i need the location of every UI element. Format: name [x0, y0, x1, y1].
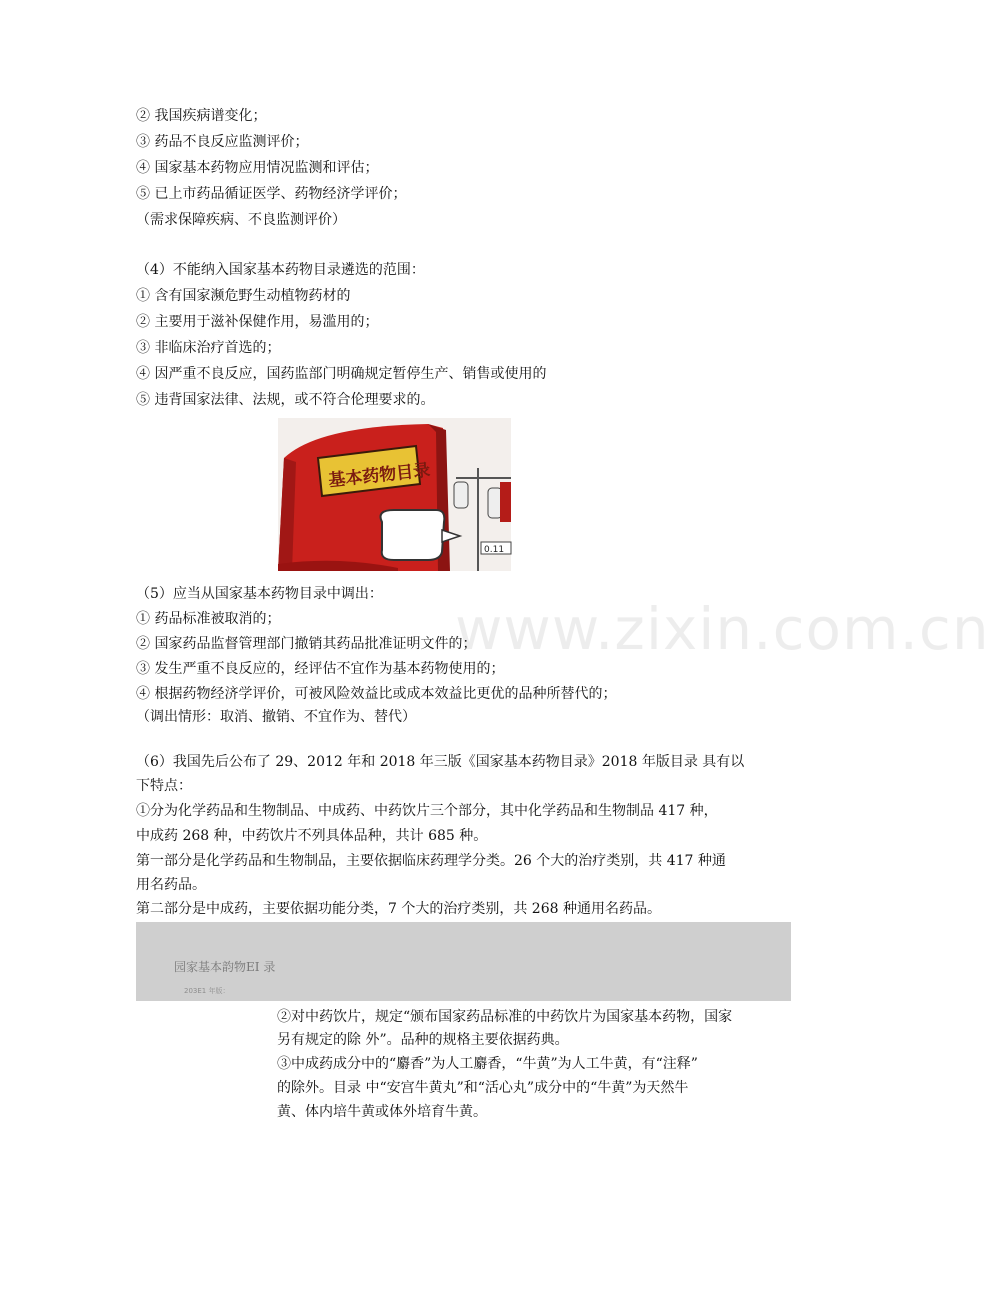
list-item: ③ 发生严重不良反应的，经评估不宜作为基本药物使用的；: [136, 661, 505, 677]
paragraph-line: （6）我国先后公布了 29、2012 年和 2018 年三版《国家基本药物目录》2018 年版目录 具有以: [136, 754, 745, 770]
section-heading: （4）不能纳入国家基本药物目录遴选的范围：: [136, 262, 425, 278]
paragraph-line: ②对中药饮片，规定“颁布国家药品标准的中药饮片为国家基本药物，国家: [277, 1009, 733, 1025]
list-item: ① 药品标准被取消的；: [136, 611, 281, 627]
paragraph-line: 用名药品。: [136, 877, 206, 893]
paragraph-line: ①分为化学药品和生物制品、中成药、中药饮片三个部分，其中化学药品和生物制品 417 种，: [136, 803, 718, 819]
banner-title: 园家基本韵物EI 录: [174, 960, 276, 974]
summary-note: （需求保障疾病、不良监测评价）: [136, 212, 346, 228]
book-label-text: 基本药物目录: [327, 460, 432, 492]
list-item: ① 含有国家濒危野生动植物药材的: [136, 288, 351, 304]
paragraph-line: ③中成药成分中的“麝香”为人工麝香，“牛黄”为人工牛黄，有“注释”: [277, 1056, 698, 1072]
watermark: www.zixin.com.cn: [455, 595, 990, 663]
list-item: ④ 根据药物经济学评价，可被风险效益比或成本效益比更优的品种所替代的；: [136, 686, 617, 702]
list-item: ④ 因严重不良反应，国药监部门明确规定暂停生产、销售或使用的: [136, 366, 547, 382]
list-item: ② 国家药品监督管理部门撤销其药品批准证明文件的；: [136, 636, 477, 652]
paragraph-line: 第二部分是中成药，主要依据功能分类，7 个大的治疗类别，共 268 种通用名药品。: [136, 901, 661, 917]
list-item: ② 我国疾病谱变化；: [136, 108, 267, 124]
catalog-banner-image: [136, 922, 791, 1001]
paragraph-line: 第一部分是化学药品和生物制品，主要依据临床药理学分类。26 个大的治疗类别，共 417 种通: [136, 853, 726, 869]
list-item: ⑤ 违背国家法律、法规，或不符合伦理要求的。: [136, 392, 435, 408]
paragraph-line: 另有规定的除 外”。品种的规格主要依据药典。: [277, 1032, 569, 1048]
summary-note: （调出情形：取消、撤销、不宜作为、替代）: [136, 709, 416, 725]
book-illustration-svg: [278, 418, 511, 571]
paragraph-line: 黄、体内培牛黄或体外培育牛黄。: [277, 1104, 487, 1120]
price-tag-text: 0.11: [484, 545, 505, 555]
essential-drug-list-illustration: [278, 418, 511, 571]
list-item: ④ 国家基本药物应用情况监测和评估；: [136, 160, 379, 176]
paragraph-line: 中成药 268 种，中药饮片不列具体品种，共计 685 种。: [136, 828, 488, 844]
banner-subtitle: 203E1 年版：: [184, 987, 230, 995]
list-item: ③ 非临床治疗首选的；: [136, 340, 281, 356]
list-item: ⑤ 已上市药品循证医学、药物经济学评价；: [136, 186, 407, 202]
section-heading: （5）应当从国家基本药物目录中调出：: [136, 586, 383, 602]
list-item: ③ 药品不良反应监测评价；: [136, 134, 309, 150]
list-item: ② 主要用于滋补保健作用，易滥用的；: [136, 314, 379, 330]
paragraph-line: 的除外。目录 中“安宫牛黄丸”和“活心丸”成分中的“牛黄”为天然牛: [277, 1080, 689, 1096]
paragraph-line: 下特点：: [136, 778, 192, 794]
